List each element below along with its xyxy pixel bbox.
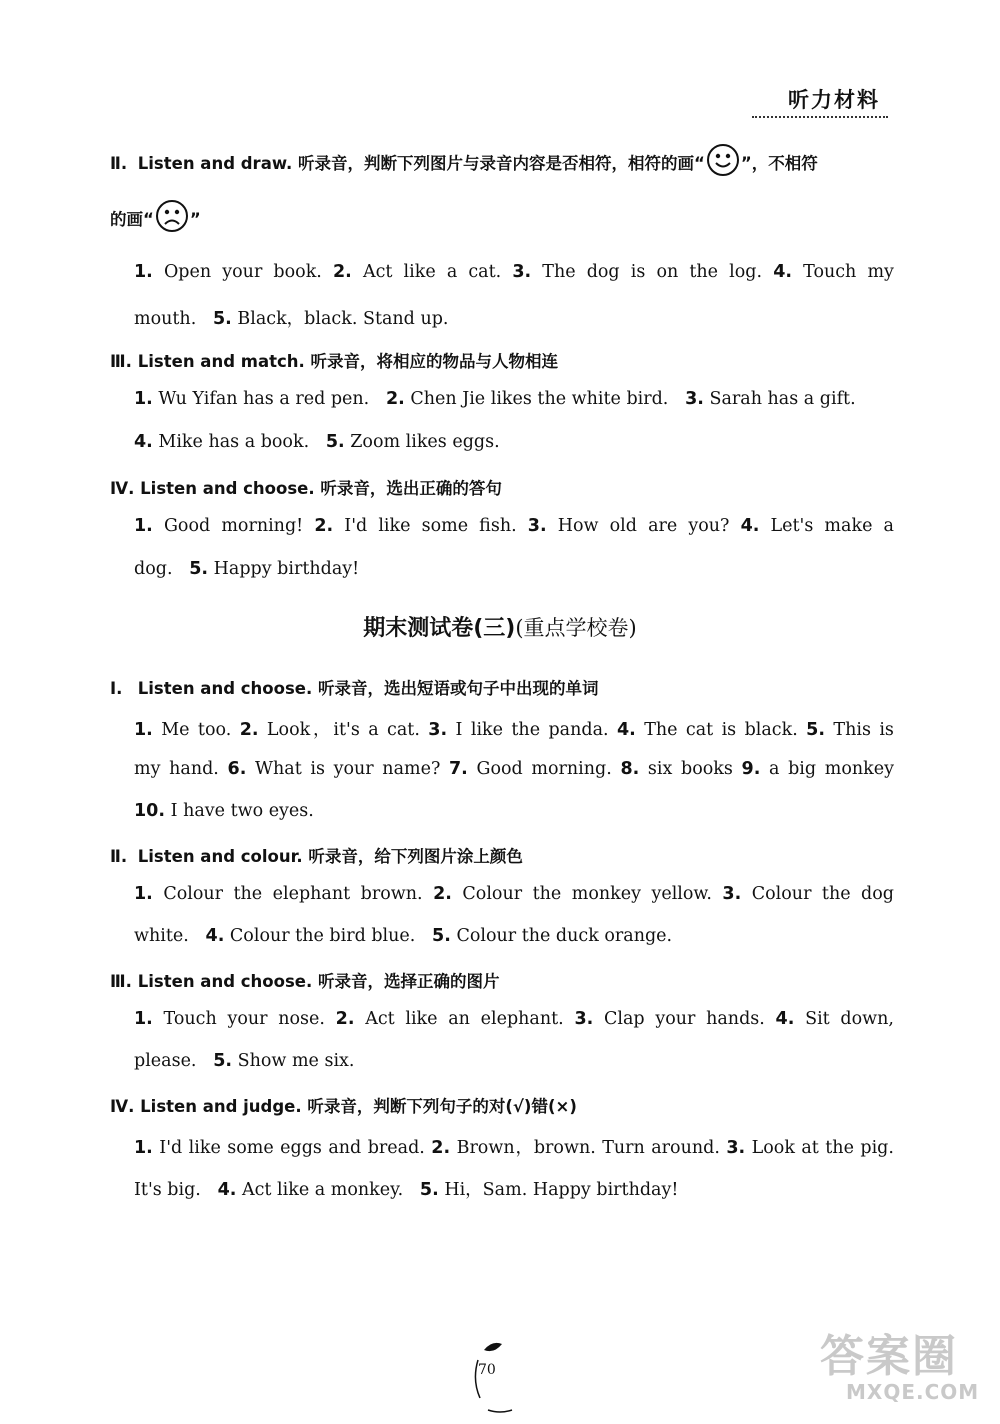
item-text: Look，it's a cat.	[266, 720, 420, 740]
page-number: 70	[478, 1362, 496, 1378]
item-text: Sit down,	[805, 1009, 894, 1029]
item-number: 4.	[134, 432, 153, 452]
item-number: 1.	[134, 389, 153, 409]
item-text: Colour the duck orange.	[456, 926, 673, 946]
item-number: 8.	[620, 759, 640, 779]
item-text: mouth.	[134, 309, 197, 329]
item-text: Good morning!	[163, 516, 304, 536]
smiley-face-icon	[706, 143, 740, 177]
item-number: 2.	[239, 720, 259, 740]
item-text: Show me six.	[237, 1051, 355, 1071]
section-title: Listen and choose. 听录音，选出正确的答句	[140, 479, 502, 498]
item-number: 4.	[205, 926, 225, 946]
item-text: I like the panda.	[455, 720, 609, 740]
section-number: Ⅲ.	[110, 352, 132, 371]
sad-face-icon	[155, 199, 189, 233]
watermark-url: MXQE.COM	[846, 1380, 980, 1404]
item-number: 1.	[134, 1138, 153, 1158]
item-number: 1.	[134, 720, 153, 740]
section-heading	[110, 348, 900, 372]
item-text: It's big.	[134, 1180, 201, 1200]
section-title: Listen and choose. 听录音，选择正确的图片	[137, 972, 500, 991]
item-line	[134, 389, 894, 409]
item-text: Look at the pig.	[751, 1138, 894, 1158]
item-number: 5.	[325, 432, 345, 452]
item-number: 9.	[741, 759, 761, 779]
item-text: a big monkey	[769, 759, 894, 779]
section-heading	[110, 843, 900, 867]
watermark	[820, 1320, 995, 1415]
item-line	[134, 1176, 894, 1201]
item-text: Touch your nose.	[163, 1009, 325, 1029]
item-text: my hand.	[134, 759, 219, 779]
section-title: Listen and draw. 听录音，判断下列图片与录音内容是否相符，相符的画“	[137, 154, 705, 173]
item-number: 2.	[335, 1009, 355, 1029]
item-line	[134, 1009, 894, 1029]
item-line	[134, 1051, 894, 1071]
item-text: I'd like some eggs and bread.	[159, 1138, 425, 1158]
section-title: Listen and match. 听录音，将相应的物品与人物相连	[137, 352, 559, 371]
item-line	[134, 926, 894, 946]
item-number: 3.	[512, 262, 532, 282]
item-text: Chen Jie likes the white bird.	[410, 389, 669, 409]
item-number: 2.	[333, 262, 352, 282]
item-text: six books	[647, 759, 733, 779]
section-heading	[110, 1093, 900, 1117]
section-heading-cont	[110, 206, 900, 233]
item-text: Brown，brown. Turn around.	[456, 1138, 720, 1158]
item-number: 4.	[740, 516, 760, 536]
item-text: Colour the dog	[751, 884, 894, 904]
item-number: 2.	[385, 389, 405, 409]
item-text: Let's make a	[770, 516, 894, 536]
item-line	[134, 432, 894, 452]
item-line	[134, 559, 894, 579]
item-line	[134, 884, 894, 904]
section-number: Ⅰ.	[110, 679, 123, 698]
section-number: Ⅳ.	[110, 479, 135, 498]
item-number: 4.	[773, 262, 793, 282]
leaf-icon	[470, 1340, 530, 1424]
header-dotted-rule	[752, 116, 888, 118]
section-number: Ⅱ.	[110, 847, 128, 866]
item-number: 6.	[227, 759, 247, 779]
item-number: 5.	[432, 926, 451, 946]
item-text: Act like a monkey.	[241, 1180, 404, 1200]
item-line	[134, 305, 894, 330]
item-text: Mike has a book.	[158, 432, 310, 452]
item-line	[134, 759, 894, 779]
item-text: Clap your hands.	[604, 1009, 765, 1029]
item-text: Me too.	[161, 720, 232, 740]
item-line	[134, 1134, 894, 1159]
exam-subtitle: (重点学校卷)	[515, 616, 637, 640]
item-number: 7.	[449, 759, 468, 779]
item-number: 5.	[806, 720, 825, 740]
item-number: 1.	[134, 262, 153, 282]
section-number: Ⅲ.	[110, 972, 132, 991]
item-text: The cat is black.	[644, 720, 798, 740]
item-text: Act like a cat.	[362, 262, 502, 282]
item-number: 2.	[431, 1138, 451, 1158]
item-number: 4.	[616, 720, 636, 740]
item-text: What is your name?	[255, 759, 441, 779]
item-text: Zoom likes eggs.	[350, 432, 500, 452]
item-text: white.	[134, 926, 189, 946]
item-text: I have two eyes.	[170, 801, 314, 821]
item-number: 5.	[419, 1180, 439, 1200]
item-text: The dog is on the log.	[542, 262, 763, 282]
item-text: Good morning.	[476, 759, 612, 779]
section-number: Ⅳ.	[110, 1097, 135, 1116]
section-number: Ⅱ.	[110, 154, 128, 173]
item-number: 10.	[134, 801, 166, 821]
item-text: I'd like some fish.	[344, 516, 517, 536]
item-text: Colour the elephant brown.	[163, 884, 423, 904]
item-number: 2.	[433, 884, 452, 904]
section-heading	[110, 475, 900, 499]
item-line	[134, 262, 894, 282]
section-title-cont3: ”	[189, 210, 201, 229]
item-number: 4.	[775, 1009, 795, 1029]
item-text: Act like an elephant.	[365, 1009, 564, 1029]
item-line	[134, 716, 894, 741]
watermark-text: 答案圈	[820, 1331, 958, 1382]
item-text: please.	[134, 1051, 197, 1071]
item-text: Colour the bird blue.	[229, 926, 416, 946]
item-number: 3.	[685, 389, 704, 409]
section-heading	[110, 968, 900, 992]
item-text: dog.	[134, 559, 173, 579]
header-title: 听力材料	[788, 88, 880, 112]
item-number: 3.	[527, 516, 547, 536]
item-number: 3.	[726, 1138, 746, 1158]
item-number: 1.	[134, 516, 153, 536]
item-text: How old are you?	[557, 516, 730, 536]
exam-title	[0, 611, 1000, 642]
item-number: 4.	[217, 1180, 237, 1200]
item-text: This is	[833, 720, 894, 740]
item-text: Wu Yifan has a red pen.	[158, 389, 370, 409]
exam-title-main: 期末测试卷(三)	[363, 616, 516, 641]
item-number: 3.	[574, 1009, 594, 1029]
item-text: Black，black. Stand up.	[237, 309, 449, 329]
item-number: 1.	[134, 884, 153, 904]
section-title: Listen and choose. 听录音，选出短语或句子中出现的单词	[137, 679, 599, 698]
item-text: Hi，Sam. Happy birthday!	[444, 1180, 679, 1200]
item-line	[134, 801, 894, 821]
item-text: Open your book.	[163, 262, 322, 282]
item-number: 3.	[722, 884, 742, 904]
section-title-cont: ”，不相符	[740, 154, 818, 173]
section-title-cont2: 的画“	[110, 210, 154, 229]
item-number: 5.	[189, 559, 209, 579]
item-number: 2.	[314, 516, 334, 536]
section-heading	[110, 150, 900, 177]
item-line	[134, 516, 894, 536]
section-heading	[110, 675, 900, 699]
item-number: 1.	[134, 1009, 153, 1029]
item-number: 5.	[213, 1051, 233, 1071]
item-text: Colour the monkey yellow.	[462, 884, 712, 904]
item-text: Happy birthday!	[213, 559, 360, 579]
item-text: Touch my	[803, 262, 894, 282]
item-text: Sarah has a gift.	[709, 389, 856, 409]
section-title: Listen and judge. 听录音，判断下列句子的对(√)错(×)	[140, 1097, 577, 1116]
item-number: 5.	[212, 309, 232, 329]
item-number: 3.	[428, 720, 448, 740]
section-title: Listen and colour. 听录音，给下列图片涂上颜色	[137, 847, 523, 866]
